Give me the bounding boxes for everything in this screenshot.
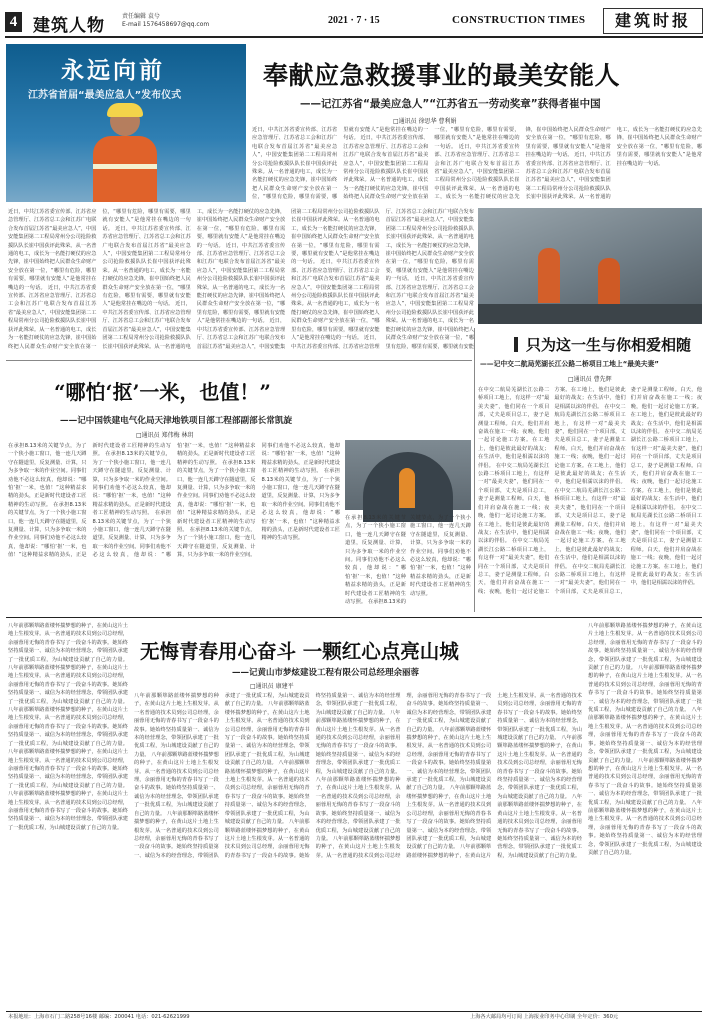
tunnel-worker [399,468,415,508]
story4-text-main [134,692,582,1010]
story1-text-lower [8,208,474,356]
issue-date: 2021 · 7 · 15 [328,15,380,26]
hero-photo [6,44,246,202]
story3-body-d: 在中交二航局芜湖长江公路二桥项目工地上，有这样一对“最美夫妻”，他们同在一个项目部，丈夫是项目总工，妻子是测量工程师。白天，他们并肩奋战在施工一线；夜晚，他们一起讨论施工方案。在工地上，他们是彼此最好的战友；在生活中，他们是相濡以沫的伴侣。 [554,403,626,486]
story4-top-rule [6,617,702,618]
portrait-helmet [107,103,143,117]
photo-banner: 永远向前 [61,57,165,84]
editor-line: 责任编辑 袁兮 [122,13,160,20]
story2-body-g: 在承担8.13米的关键节点，为了一个狭小施工窗口，他一连几天蹲守在隧道里，反复测量、计算，只为多争取一米的作业空间。同事们劝他不必这么较真，他却说：“哪怕‘抠’一米，也值！”这种精益求精的劲头，正是新时代建设者工匠精神的生动写照。 [261,468,340,542]
story1-byline: □通讯员 徐思华 曹利娟 [393,118,457,125]
story4-body-f: 八年前那颗筚路蓝缕怀揣梦想的种子，在黄山这片土地上生根发芽。从一名普通的技术员到公司总经理，余丽蓉用无悔的青春书写了一段奋斗的故事。她始终坚持质量第一、诚信为本的经营理念，带领团队承建了一批优质工程，为山城建设贡献了自己的力量。 [134,693,219,758]
story4-body-w: 八年前那颗筚路蓝缕怀揣梦想的种子，在黄山这片土地上生根发芽。从一名普通的技术员到公司总经理，余丽蓉用无悔的青春书写了一段奋斗的故事。她始终坚持质量第一、诚信为本的经营理念，带领团队承建了一批优质工程，为山城建设贡献了自己的力量。 [588,757,702,806]
masthead [0,8,708,38]
photo-subtitle: 江苏省首届“最美应急人”发布仪式 [28,90,182,101]
story1-body-i: 近日，中共江苏省委宣传部、江苏省应急管理厅、江苏省总工会和江苏广电联合发布首届江苏省“最美应急人”，中国安能集团第二工程局常州分公司抢险救援队队长崔中国获评此殊荣。从一名普通的电工，成长为一名能打硬仗的应急先锋，崔中国始终把人民群众生命财产安全放在第一位，“哪里有危险，哪里有需要，哪里就有安能 [385,276,474,350]
story2-body-f: 在承担8.13米的关键节点，为了一个狭小施工窗口，他一连几天蹲守在隧道里，反复测量、计算，只为多争取一米的作业空间。同事们劝他不必这么较真，他却说：“哪怕‘抠’一米，也值！”这种精益求精的劲头，正是新时代建设者工匠精神的生动写照。 [177,443,340,559]
story4-body-k: 八年前那颗筚路蓝缕怀揣梦想的种子，在黄山这片土地上生根发芽。从一名普通的技术员到公司总经理，余丽蓉用无悔的青春书写了一段奋斗的故事。她始终坚持质量第一、诚信为本的经营理念，带领团队承建了一批优质工程，为山城建设贡献了自己的力量。 [224,693,401,859]
story4-byline: □通讯员 康建平 [250,683,294,690]
story3-byline: □通讯员 曹先辉 [568,376,612,383]
story4-body-s: 八年前那颗筚路蓝缕怀揣梦想的种子，在黄山这片土地上生根发芽。从一名普通的技术员到公司总经理，余丽蓉用无悔的青春书写了一段奋斗的故事。她始终坚持质量第一、诚信为本的经营理念，带领团队承建了一批优质工程，为山城建设贡献了自己的力量。 [497,793,582,859]
story3-box [478,328,702,612]
editor-email: E-mail 1576458697@qq.com [122,21,210,28]
story1-photo-2 [478,208,702,324]
story4-body-n: 八年前那颗筚路蓝缕怀揣梦想的种子，在黄山这片土地上生根发芽。从一名普通的技术员到公司总经理，余丽蓉用无悔的青春书写了一段奋斗的故事。她始终坚持质量第一、诚信为本的经营理念，带领团队承建了一批优质工程，为山城建设贡献了自己的力量。 [315,693,492,859]
story4-body-c: 八年前那颗筚路蓝缕怀揣梦想的种子，在黄山这片土地上生根发芽。从一名普通的技术员到公司总经理，余丽蓉用无悔的青春书写了一段奋斗的故事。她始终坚持质量第一、诚信为本的经营理念，带领团队承建了一批优质工程，为山城建设贡献了自己的力量。 [8,707,128,747]
section-title: 建筑人物 [33,16,105,36]
portrait-body [93,136,157,202]
story1-body-f: 近日，中共江苏省委宣传部、江苏省应急管理厅、江苏省总工会和江苏广电联合发布首届江苏省“最美应急人”，中国安能集团第二工程局常州分公司抢险救援队队长崔中国获评此殊荣。从一名普通的电工，成长为一名能打硬仗的应急先锋，崔中国始终把人民群众生命财产安全放在第一位，“哪里有危险，哪里有需要，哪里就有安能人”是他常挂在嘴边的一句话。 [196,209,380,350]
story2-subhead: ——记中国铁建电气化局天津地铁项目部工程部副部长常凯旋 [60,416,293,426]
story1-lead-d: 近日，中共江苏省委宣传部、江苏省应急管理厅、江苏省总工会和江苏广电联合发布首届江苏省“最美应急人”，中国安能集团第二工程局常州分公司抢险救援队队长崔中国获评此殊荣。从一名普通的电工，成长为一名能打硬仗的应急先锋，崔中国始终把人民群众生命财产安全放在第一位，“哪里有危险，哪里有需要，哪里就有安能人”是他常挂在嘴边的一句话。 [525,127,702,201]
story4-body-a: 八年前那颗筚路蓝缕怀揣梦想的种子，在黄山这片土地上生根发芽。从一名普通的技术员到公司总经理，余丽蓉用无悔的青春书写了一段奋斗的故事。她始终坚持质量第一、诚信为本的经营理念，带领团队承建了一批优质工程，为山城建设贡献了自己的力量。 [8,623,128,663]
portrait-stripe [93,164,157,169]
story2-body-a: 在承担8.13米的关键节点，为了一个狭小施工窗口，他一连几天蹲守在隧道里，反复测量、计算，只为多争取一米的作业空间。同事们劝他不必这么较真，他却说：“哪怕‘抠’一米，也值！”这种精益求精的劲头，正是新时代建设者工匠精神的生动写照。 [8,443,87,508]
portrait-figure [90,106,160,202]
story2-text-right [345,514,471,614]
story4-body-g: 八年前那颗筚路蓝缕怀揣梦想的种子，在黄山这片土地上生根发芽。从一名普通的技术员到公司总经理，余丽蓉用无悔的青春书写了一段奋斗的故事。她始终坚持质量第一、诚信为本的经营理念，带领团队承建了一批优质工程，为山城建设贡献了自己的力量。 [134,751,219,817]
story1-lead-a: 近日，中共江苏省委宣传部、江苏省应急管理厅、江苏省总工会和江苏广电联合发布首届江苏省“最美应急人”，中国安能集团第二工程局常州分公司抢险救援队队长崔中国获评此殊荣。从一名普通的电工，成长为一名能打硬仗的应急先锋，崔中国始终把人民群众生命财产安全放在第一位，“哪里有危险，哪里有需要，哪里就有安能人”是他常挂在嘴边的一句话。 [252,127,429,201]
story1-body-d: 近日，中共江苏省委宣传部、江苏省应急管理厅、江苏省总工会和江苏广电联合发布首届江苏省“最美应急人”，中国安能集团第二工程局常州分公司抢险救援队队长崔中国获评此殊荣。从一名普通的电工，成长为一名能打硬仗的应急先锋，崔中国始终把人民群众生命财产安全放在第一位，“哪里有危险，哪里有需要，哪里就有安能人”是他常挂在嘴边的一句话。 [102,209,286,350]
paper-logo [603,8,703,34]
paper-name-en: CONSTRUCTION TIMES [452,14,586,26]
story3-body-b: 在中交二航局芜湖长江公路二桥项目工地上，有这样一对“最美夫妻”，他们同在一个项目部，丈夫是项目总工，妻子是测量工程师。白天，他们并肩奋战在施工一线；夜晚，他们一起讨论施工方案。在工地上，他们是彼此最好的战友；在生活中，他们是相濡以沫的伴侣。 [478,462,550,545]
story4-body-p: 八年前那颗筚路蓝缕怀揣梦想的种子，在黄山这片土地上生根发芽。从一名普通的技术员到公司总经理，余丽蓉用无悔的青春书写了一段奋斗的故事。她始终坚持质量第一、诚信为本的经营理念，带领团队承建了一批优质工程，为山城建设贡献了自己的力量。 [406,785,492,851]
story1-text-upper [252,126,702,204]
story3-body-g: 在中交二航局芜湖长江公路二桥项目工地上，有这样一对“最美夫妻”，他们同在一个项目部，丈夫是项目总工，妻子是测量工程师。白天，他们并肩奋战在施工一线；夜晚，他们一起讨论施工方案。在工地上，他们是彼此最好的战友；在生活中，他们是相濡以沫的伴侣。 [630,429,702,511]
story2-headline: “哪怕‘抠’一米，也值！” [54,380,271,404]
story4-subhead: ——记黄山市梦炫建设工程有限公司总经理余丽蓉 [232,668,420,678]
story4-body-t: 八年前那颗筚路蓝缕怀揣梦想的种子，在黄山这片土地上生根发芽。从一名普通的技术员到公司总经理，余丽蓉用无悔的青春书写了一段奋斗的故事。她始终坚持质量第一、诚信为本的经营理念，带领团队承建了一批优质工程，为山城建设贡献了自己的力量。 [588,623,702,672]
story4-headline: 无悔青春用心奋斗 一颗红心点亮山城 [140,640,459,663]
story4-text-left [8,622,128,1010]
story3-body-f: 在中交二航局芜湖长江公路二桥项目工地上，有这样一对“最美夫妻”，他们同在一个项目部，丈夫是项目总工，妻子是测量工程师。白天，他们并肩奋战在施工一线；夜晚，他们一起讨论施工方案。在工地上，他们是彼此最好的战友；在生活中，他们是相濡以沫的伴侣。 [554,387,702,595]
masthead-rule [5,36,703,38]
story3-subhead: ——记中交二航局芜湖长江公路二桥项目工地上“最美夫妻” [480,360,659,368]
story4-body-u: 八年前那颗筚路蓝缕怀揣梦想的种子，在黄山这片土地上生根发芽。从一名普通的技术员到公司总经理，余丽蓉用无悔的青春书写了一段奋斗的故事。她始终坚持质量第一、诚信为本的经营理念，带领团队承建了一批优质工程，为山城建设贡献了自己的力量。 [588,665,702,714]
story4-body-o: 八年前那颗筚路蓝缕怀揣梦想的种子，在黄山这片土地上生根发芽。从一名普通的技术员到公司总经理，余丽蓉用无悔的青春书写了一段奋斗的故事。她始终坚持质量第一、诚信为本的经营理念，带领团队承建了一批优质工程，为山城建设贡献了自己的力量。 [406,726,492,792]
photo2-ground [478,304,702,324]
story3-accent-bar [514,337,518,352]
story1-lead-b: 近日，中共江苏省委宣传部、江苏省应急管理厅、江苏省总工会和江苏广电联合发布首届江苏省“最美应急人”，中国安能集团第二工程局常州分公司抢险救援队队长崔中国获评此殊荣。从一名普通的电工，成长为一名能打硬仗的应急先锋，崔中国始终把人民群众生命财产安全放在第一位，“哪里有危险，哪里有需要，哪里就有安能人”是他常挂在嘴边的一句话。 [343,127,520,201]
photo2-worker-a [538,248,560,303]
footer-left: 本报地址：上海市石门二路258号16楼 邮编：200041 电话：021-62621999 [8,1014,190,1020]
story4-body-d: 八年前那颗筚路蓝缕怀揣梦想的种子，在黄山这片土地上生根发芽。从一名普通的技术员到公司总经理，余丽蓉用无悔的青春书写了一段奋斗的故事。她始终坚持质量第一、诚信为本的经营理念，带领团队承建了一批优质工程，为山城建设贡献了自己的力量。 [8,749,128,789]
story3-body-c: 在中交二航局芜湖长江公路二桥项目工地上，有这样一对“最美夫妻”，他们同在一个项目部，丈夫是项目总工，妻子是测量工程师。白天，他们并肩奋战在施工一线；夜晚，他们一起讨论施工方案。在工地上，他们是彼此最好的战友；在生活中，他们是相濡以沫的伴侣。 [478,387,626,595]
story1-subhead: ——记江苏省“最美应急人”“江苏省五一劳动奖章”获得者崔中国 [300,98,601,110]
story2-body-b: 在承担8.13米的关键节点，为了一个狭小施工窗口，他一连几天蹲守在隧道里，反复测量、计算，只为多争取一米的作业空间。同事们劝他不必这么较真，他却说：“哪怕‘抠’一米，也值！”这种精益求精的劲头，正是新时代建设者工匠精神的生动写照。 [8,443,171,559]
story1-lead-c: 近日，中共江苏省委宣传部、江苏省应急管理厅、江苏省总工会和江苏广电联合发布首届江苏省“最美应急人”，中国安能集团第二工程局常州分公司抢险救援队队长崔中国获评此殊荣。从一名普通的电工，成长为一名能打硬仗的应急先锋，崔中国始终把人民群众生命财产安全放在第一位，“哪里有危险，哪里有需要，哪里就有安能人”是他常挂在嘴边的一句话。 [434,127,611,201]
story3-text [478,386,702,608]
story1-body-e: 近日，中共江苏省委宣传部、江苏省应急管理厅、江苏省总工会和江苏广电联合发布首届江苏省“最美应急人”，中国安能集团第二工程局常州分公司抢险救援队队长崔中国获评此殊荣。从一名普通的电工，成长为一名能打硬仗的应急先锋，崔中国始终把人民群众生命财产安全放在第一位，“哪里有危险，哪里有需要，哪里就有安能人”是他常挂在嘴边的一句话。 [196,242,286,325]
story4-body-h: 八年前那颗筚路蓝缕怀揣梦想的种子，在黄山这片土地上生根发芽。从一名普通的技术员到公司总经理，余丽蓉用无悔的青春书写了一段奋斗的故事。她始终坚持质量第一、诚信为本的经营理念，带领团队承建了一批优质工程，为山城建设贡献了自己的力量。 [134,693,310,859]
story3-headline-text: 只为这一生与你相爱相随 [526,336,692,354]
story2-top-rule [6,360,472,361]
story2-body-e: 在承担8.13米的关键节点，为了一个狭小施工窗口，他一连几天蹲守在隧道里，反复测量、计算，只为多争取一米的作业空间。同事们劝他不必这么较真，他却说：“哪怕‘抠’一米，也值！”这种精益求精的劲头，正是新时代建设者工匠精神的生动写照。 [177,459,256,534]
story1-body-a: 近日，中共江苏省委宣传部、江苏省应急管理厅、江苏省总工会和江苏广电联合发布首届江苏省“最美应急人”，中国安能集团第二工程局常州分公司抢险救援队队长崔中国获评此殊荣。从一名普通的电工，成长为一名能打硬仗的应急先锋，崔中国始终把人民群众生命财产安全放在第一位，“哪里有危险，哪里有需要，哪里就有安能人”是他常挂在嘴边的一句话。 [8,209,97,291]
story2-body-i: 在承担8.13米的关键节点，为了一个狭小施工窗口，他一连几天蹲守在隧道里，反复测量、计算，只为多争取一米的作业空间。同事们劝他不必这么较真，他却说：“哪怕‘抠’一米，也值！”这种精益求精的劲头，正是新时代建设者工匠精神的生动写照。 [367,515,471,606]
story4-text-right [588,622,702,1010]
story4-body-j: 八年前那颗筚路蓝缕怀揣梦想的种子，在黄山这片土地上生根发芽。从一名普通的技术员到公司总经理，余丽蓉用无悔的青春书写了一段奋斗的故事。她始终坚持质量第一、诚信为本的经营理念，带领团队承建了一批优质工程，为山城建设贡献了自己的力量。 [224,760,310,826]
story1-body-b: 近日，中共江苏省委宣传部、江苏省应急管理厅、江苏省总工会和江苏广电联合发布首届江苏省“最美应急人”，中国安能集团第二工程局常州分公司抢险救援队队长崔中国获评此殊荣。从一名普通的电工，成长为一名能打硬仗的应急先锋，崔中国始终把人民群众生命财产安全放在第一位，“哪里有危险，哪里有需要，哪里就有安能人”是他常挂在嘴边的一句话。 [8,209,191,350]
story3-body-a: 在中交二航局芜湖长江公路二桥项目工地上，有这样一对“最美夫妻”，他们同在一个项目部，丈夫是项目总工，妻子是测量工程师。白天，他们并肩奋战在施工一线；夜晚，他们一起讨论施工方案。在工地上，他们是彼此最好的战友；在生活中，他们是相濡以沫的伴侣。 [478,387,550,469]
story4-body-r: 八年前那颗筚路蓝缕怀揣梦想的种子，在黄山这片土地上生根发芽。从一名普通的技术员到公司总经理，余丽蓉用无悔的青春书写了一段奋斗的故事。她始终坚持质量第一、诚信为本的经营理念，带领团队承建了一批优质工程，为山城建设贡献了自己的力量。 [497,735,582,800]
footer-right: 上海各大邮局均可订阅 上海报业印务中心印刷 全年定价：360元 [470,1014,619,1020]
story3-body-h: 在中交二航局芜湖长江公路二桥项目工地上，有这样一对“最美夫妻”，他们同在一个项目部，丈夫是项目总工，妻子是测量工程师。白天，他们并肩奋战在施工一线；夜晚，他们一起讨论施工方案。在工地上，他们是彼此最好的战友；在生活中，他们是相濡以沫的伴侣。 [630,504,702,587]
story3-body-e: 在中交二航局芜湖长江公路二桥项目工地上，有这样一对“最美夫妻”，他们同在一个项目部，丈夫是项目总工，妻子是测量工程师。白天，他们并肩奋战在施工一线；夜晚，他们一起讨论施工方案。在工地上，他们是彼此最好的战友；在生活中，他们是相濡以沫的伴侣。 [554,487,626,570]
story4-body-x: 八年前那颗筚路蓝缕怀揣梦想的种子，在黄山这片土地上生根发芽。从一名普通的技术员到公司总经理，余丽蓉用无悔的青春书写了一段奋斗的故事。她始终坚持质量第一、诚信为本的经营理念，带领团队承建了一批优质工程，为山城建设贡献了自己的力量。 [588,799,702,856]
story2-text-left [8,442,340,614]
story1-headline: 奉献应急救援事业的最美安能人 [263,61,621,90]
story1-body-h: 近日，中共江苏省委宣传部、江苏省应急管理厅、江苏省总工会和江苏广电联合发布首届江苏省“最美应急人”，中国安能集团第二工程局常州分公司抢险救援队队长崔中国获评此殊荣。从一名普通的电工，成长为一名能打硬仗的应急先锋，崔中国始终把人民群众生命财产安全放在第一位，“哪里有危险，哪里有需要，哪里就有安能人”是他常挂在嘴边的一句话。 [291,209,474,350]
story4-body-b: 八年前那颗筚路蓝缕怀揣梦想的种子，在黄山这片土地上生根发芽。从一名普通的技术员到公司总经理，余丽蓉用无悔的青春书写了一段奋斗的故事。她始终坚持质量第一、诚信为本的经营理念，带领团队承建了一批优质工程，为山城建设贡献了自己的力量。 [8,665,128,705]
footer-rule [6,1011,702,1012]
story2-byline: □通讯员 郑伟梅 林玥 [136,432,194,439]
story2-body-d: 在承担8.13米的关键节点，为了一个狭小施工窗口，他一连几天蹲守在隧道里，反复测量、计算，只为多争取一米的作业空间。同事们劝他不必这么较真，他却说：“哪怕‘抠’一米，也值！”这种精益求精的劲头，正是新时代建设者工匠精神的生动写照。 [92,443,256,559]
story4-body-m: 八年前那颗筚路蓝缕怀揣梦想的种子，在黄山这片土地上生根发芽。从一名普通的技术员到公司总经理，余丽蓉用无悔的青春书写了一段奋斗的故事。她始终坚持质量第一、诚信为本的经营理念，带领团队承建了一批优质工程，为山城建设贡献了自己的力量。 [315,777,401,842]
paper-name-cn: 建筑时报 [614,11,691,30]
story4-body-e: 八年前那颗筚路蓝缕怀揣梦想的种子，在黄山这片土地上生根发芽。从一名普通的技术员到公司总经理，余丽蓉用无悔的青春书写了一段奋斗的故事。她始终坚持质量第一、诚信为本的经营理念，带领团队承建了一批优质工程，为山城建设贡献了自己的力量。 [8,791,128,831]
story2-body-c: 在承担8.13米的关键节点，为了一个狭小施工窗口，他一连几天蹲守在隧道里，反复测量、计算，只为多争取一米的作业空间。同事们劝他不必这么较真，他却说：“哪怕‘抠’一米，也值！”这种精益求精的劲头，正是新时代建设者工匠精神的生动写照。 [92,451,171,517]
story4-body-q: 八年前那颗筚路蓝缕怀揣梦想的种子，在黄山这片土地上生根发芽。从一名普通的技术员到公司总经理，余丽蓉用无悔的青春书写了一段奋斗的故事。她始终坚持质量第一、诚信为本的经营理念，带领团队承建了一批优质工程，为山城建设贡献了自己的力量。 [406,693,582,859]
page-number: 4 [5,12,22,32]
photo2-worker-b [598,258,620,308]
story4-body-i: 八年前那颗筚路蓝缕怀揣梦想的种子，在黄山这片土地上生根发芽。从一名普通的技术员到公司总经理，余丽蓉用无悔的青春书写了一段奋斗的故事。她始终坚持质量第一、诚信为本的经营理念，带领团队承建了一批优质工程，为山城建设贡献了自己的力量。 [224,701,310,767]
story4-body-v: 八年前那颗筚路蓝缕怀揣梦想的种子，在黄山这片土地上生根发芽。从一名普通的技术员到公司总经理，余丽蓉用无悔的青春书写了一段奋斗的故事。她始终坚持质量第一、诚信为本的经营理念，带领团队承建了一批优质工程，为山城建设贡献了自己的力量。 [588,707,702,764]
story1-body-g: 近日，中共江苏省委宣传部、江苏省应急管理厅、江苏省总工会和江苏广电联合发布首届江苏省“最美应急人”，中国安能集团第二工程局常州分公司抢险救援队队长崔中国获评此殊荣。从一名普通的电工，成长为一名能打硬仗的应急先锋，崔中国始终把人民群众生命财产安全放在第一位，“哪里有危险，哪里有需要，哪里就有安能人”是他常挂在嘴边的一句话。 [291,259,380,342]
story4-body-l: 八年前那颗筚路蓝缕怀揣梦想的种子，在黄山这片土地上生根发芽。从一名普通的技术员到公司总经理，余丽蓉用无悔的青春书写了一段奋斗的故事。她始终坚持质量第一、诚信为本的经营理念，带领团队承建了一批优质工程，为山城建设贡献了自己的力量。 [315,709,401,775]
story2-photo [345,440,471,510]
story3-divider [474,328,475,612]
story1-body-c: 近日，中共江苏省委宣传部、江苏省应急管理厅、江苏省总工会和江苏广电联合发布首届江苏省“最美应急人”，中国安能集团第二工程局常州分公司抢险救援队队长崔中国获评此殊荣。从一名普通的电工，成长为一名能打硬仗的应急先锋，崔中国始终把人民群众生命财产安全放在第一位，“哪里有危险，哪里有需要，哪里就有安能人”是他常挂在嘴边的一句话。 [102,225,191,308]
story2-body-h: 在承担8.13米的关键节点，为了一个狭小施工窗口，他一连几天蹲守在隧道里，反复测量、计算，只为多争取一米的作业空间。同事们劝他不必这么较真，他却说：“哪怕‘抠’一米，也值！”这种精益求精的劲头，正是新时代建设者工匠精神的生动写照。 [345,515,406,606]
